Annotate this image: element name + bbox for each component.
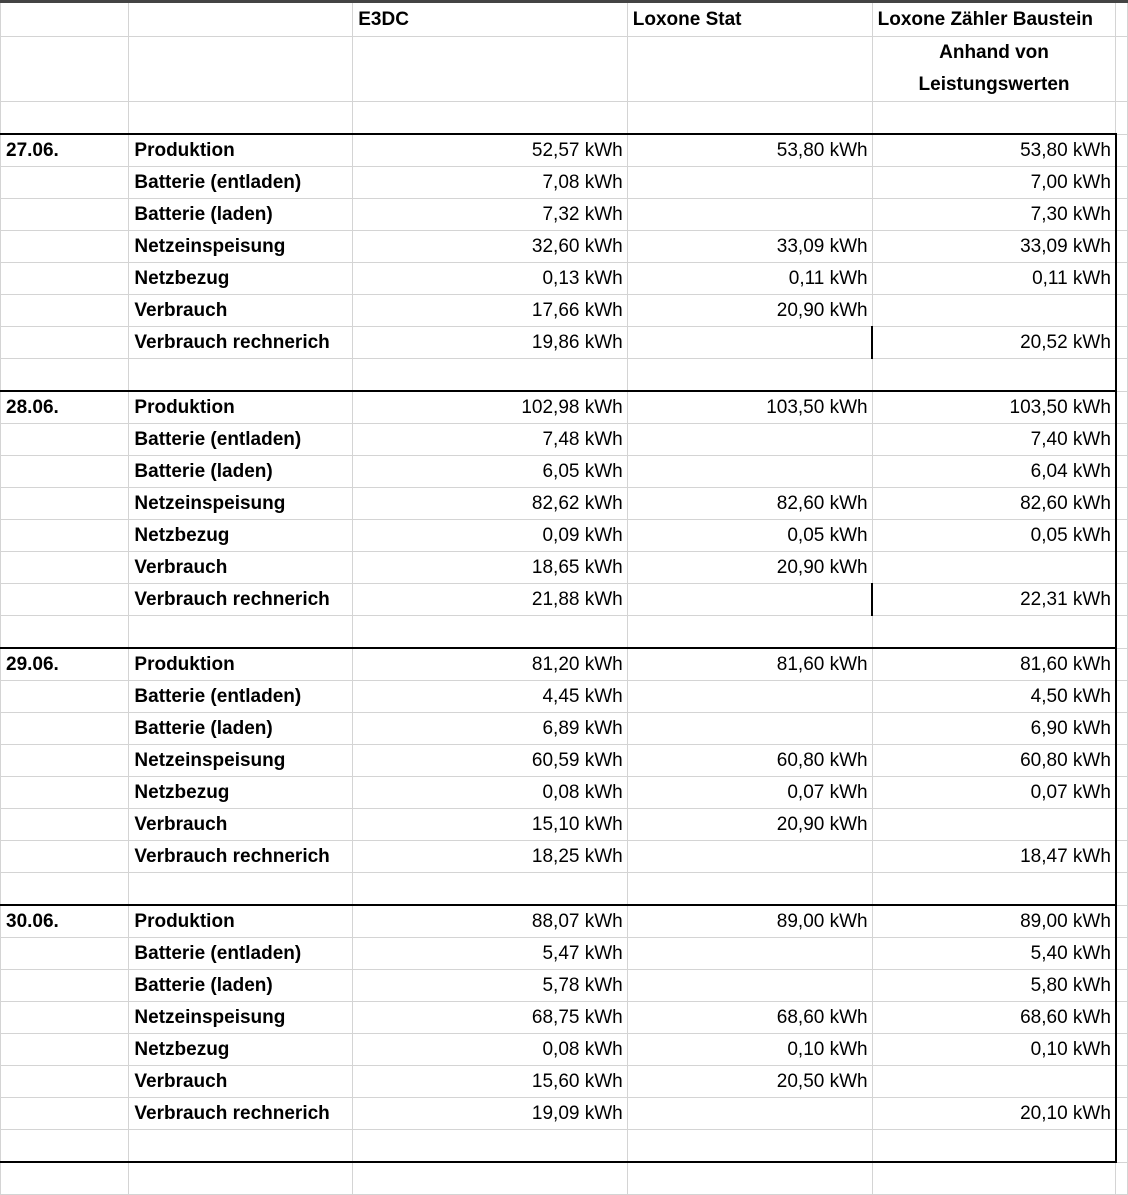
loxone-zaehler-value[interactable]: 5,40 kWh [872, 938, 1116, 970]
metric-label[interactable]: Batterie (laden) [129, 456, 353, 488]
spacer-row [1, 873, 1128, 906]
header-e3dc[interactable]: E3DC [353, 2, 628, 37]
table-row [1, 167, 1128, 199]
metric-label[interactable]: Verbrauch rechnerich [129, 841, 353, 873]
e3dc-value[interactable]: 81,20 kWh [353, 648, 628, 681]
table-row [1, 1034, 1128, 1066]
empty-cell[interactable] [872, 616, 1116, 649]
loxone-zaehler-value[interactable]: 81,60 kWh [872, 648, 1116, 681]
metric-label[interactable]: Verbrauch rechnerich [129, 1098, 353, 1130]
empty-cell[interactable] [627, 102, 872, 135]
empty-cell[interactable] [872, 102, 1116, 135]
loxone-zaehler-value[interactable]: 20,52 kWh [872, 327, 1116, 359]
metric-label[interactable]: Verbrauch [129, 1066, 353, 1098]
loxone-stat-value[interactable]: 68,60 kWh [627, 1002, 872, 1034]
empty-cell[interactable] [872, 1162, 1116, 1195]
empty-cell[interactable] [1, 681, 129, 713]
metric-label[interactable]: Batterie (laden) [129, 199, 353, 231]
empty-cell[interactable] [1116, 102, 1128, 135]
empty-cell[interactable] [627, 359, 872, 392]
spacer-row [1, 616, 1128, 649]
loxone-zaehler-value[interactable]: 68,60 kWh [872, 1002, 1116, 1034]
e3dc-value[interactable]: 19,09 kWh [353, 1098, 628, 1130]
empty-cell[interactable] [129, 873, 353, 906]
metric-label[interactable]: Netzeinspeisung [129, 488, 353, 520]
table-row [1, 488, 1128, 520]
empty-cell[interactable] [1116, 134, 1128, 167]
metric-label[interactable]: Batterie (laden) [129, 713, 353, 745]
loxone-zaehler-value[interactable]: 6,04 kWh [872, 456, 1116, 488]
table-row [1, 391, 1128, 424]
loxone-zaehler-value[interactable]: 7,40 kWh [872, 424, 1116, 456]
empty-cell[interactable] [1, 1130, 129, 1163]
loxone-stat-value[interactable] [627, 970, 872, 1002]
e3dc-value[interactable]: 68,75 kWh [353, 1002, 628, 1034]
metric-label[interactable]: Produktion [129, 391, 353, 424]
loxone-zaehler-value[interactable]: 60,80 kWh [872, 745, 1116, 777]
empty-cell[interactable] [1116, 2, 1128, 37]
empty-cell[interactable] [1, 231, 129, 263]
e3dc-value[interactable]: 6,89 kWh [353, 713, 628, 745]
metric-label[interactable]: Netzeinspeisung [129, 1002, 353, 1034]
empty-cell[interactable] [1116, 616, 1128, 649]
empty-cell[interactable] [1, 359, 129, 392]
table-row [1, 134, 1128, 167]
table-row [1, 1066, 1128, 1098]
empty-cell[interactable] [1116, 905, 1128, 938]
empty-cell[interactable] [129, 1130, 353, 1163]
empty-cell[interactable] [1, 552, 129, 584]
empty-cell[interactable] [1, 488, 129, 520]
metric-label[interactable]: Verbrauch rechnerich [129, 327, 353, 359]
empty-cell[interactable] [1116, 37, 1128, 102]
table-row [1, 777, 1128, 809]
empty-cell[interactable] [1, 263, 129, 295]
empty-cell[interactable] [353, 873, 628, 906]
empty-cell[interactable] [1, 584, 129, 616]
table-row [1, 745, 1128, 777]
empty-cell[interactable] [1116, 777, 1128, 809]
empty-cell[interactable] [1116, 391, 1128, 424]
table-row [1, 552, 1128, 584]
metric-label[interactable]: Verbrauch [129, 295, 353, 327]
e3dc-value[interactable]: 7,32 kWh [353, 199, 628, 231]
empty-cell[interactable] [1116, 231, 1128, 263]
table-row [1, 584, 1128, 616]
loxone-zaehler-value[interactable]: 0,05 kWh [872, 520, 1116, 552]
e3dc-value[interactable]: 82,62 kWh [353, 488, 628, 520]
table-row [1, 1098, 1128, 1130]
empty-cell[interactable] [1, 327, 129, 359]
empty-cell[interactable] [1, 456, 129, 488]
header-loxone-stat[interactable]: Loxone Stat [627, 2, 872, 37]
loxone-zaehler-value[interactable]: 0,07 kWh [872, 777, 1116, 809]
empty-cell[interactable] [1, 713, 129, 745]
date-cell[interactable]: 28.06. [1, 391, 129, 424]
empty-cell[interactable] [1116, 424, 1128, 456]
loxone-stat-value[interactable] [627, 713, 872, 745]
loxone-zaehler-value[interactable]: 82,60 kWh [872, 488, 1116, 520]
metric-label[interactable]: Verbrauch rechnerich [129, 584, 353, 616]
empty-cell[interactable] [1, 102, 129, 135]
empty-cell[interactable] [1116, 167, 1128, 199]
empty-cell[interactable] [1, 777, 129, 809]
empty-cell[interactable] [1116, 584, 1128, 616]
e3dc-value[interactable]: 0,09 kWh [353, 520, 628, 552]
loxone-stat-value[interactable]: 33,09 kWh [627, 231, 872, 263]
loxone-stat-value[interactable] [627, 841, 872, 873]
table-row [1, 938, 1128, 970]
empty-cell[interactable] [1, 1098, 129, 1130]
empty-cell[interactable] [1, 1162, 129, 1195]
loxone-stat-value[interactable] [627, 424, 872, 456]
empty-cell[interactable] [353, 102, 628, 135]
e3dc-value[interactable]: 0,13 kWh [353, 263, 628, 295]
empty-cell[interactable] [872, 359, 1116, 392]
empty-cell[interactable] [1116, 873, 1128, 906]
e3dc-value[interactable]: 15,60 kWh [353, 1066, 628, 1098]
spacer-row [1, 1130, 1128, 1163]
table-row [1, 295, 1128, 327]
empty-cell[interactable] [1116, 295, 1128, 327]
empty-cell[interactable] [1116, 713, 1128, 745]
loxone-zaehler-value[interactable] [872, 552, 1116, 584]
empty-cell[interactable] [1116, 520, 1128, 552]
metric-label[interactable]: Produktion [129, 134, 353, 167]
e3dc-value[interactable]: 0,08 kWh [353, 1034, 628, 1066]
loxone-zaehler-value[interactable]: 0,10 kWh [872, 1034, 1116, 1066]
loxone-zaehler-value[interactable]: 0,11 kWh [872, 263, 1116, 295]
header-cell-date[interactable] [1, 2, 129, 37]
metric-label[interactable]: Netzeinspeisung [129, 745, 353, 777]
empty-cell[interactable] [627, 37, 872, 102]
loxone-zaehler-value[interactable]: 22,31 kWh [872, 584, 1116, 616]
table-row [1, 905, 1128, 938]
table-row [1, 970, 1128, 1002]
e3dc-value[interactable]: 7,08 kWh [353, 167, 628, 199]
e3dc-value[interactable]: 32,60 kWh [353, 231, 628, 263]
empty-cell[interactable] [1, 1002, 129, 1034]
empty-cell[interactable] [1116, 1034, 1128, 1066]
table-row [1, 263, 1128, 295]
e3dc-value[interactable]: 60,59 kWh [353, 745, 628, 777]
table-row [1, 424, 1128, 456]
loxone-stat-value[interactable]: 20,50 kWh [627, 1066, 872, 1098]
metric-label[interactable]: Produktion [129, 905, 353, 938]
empty-cell[interactable] [627, 1162, 872, 1195]
header-loxone-zaehler-subtitle[interactable]: Anhand von Leistungswerten [872, 37, 1116, 102]
e3dc-value[interactable]: 21,88 kWh [353, 584, 628, 616]
table-row [1, 1002, 1128, 1034]
metric-label[interactable]: Netzbezug [129, 263, 353, 295]
empty-cell[interactable] [129, 1162, 353, 1195]
loxone-stat-value[interactable]: 0,05 kWh [627, 520, 872, 552]
loxone-zaehler-value[interactable]: 89,00 kWh [872, 905, 1116, 938]
empty-cell[interactable] [353, 359, 628, 392]
empty-cell[interactable] [1116, 552, 1128, 584]
loxone-stat-value[interactable]: 0,11 kWh [627, 263, 872, 295]
trailing-row [1, 1162, 1128, 1195]
loxone-stat-value[interactable] [627, 199, 872, 231]
empty-cell[interactable] [1116, 1098, 1128, 1130]
empty-cell[interactable] [1, 809, 129, 841]
empty-cell[interactable] [627, 873, 872, 906]
e3dc-value[interactable]: 0,08 kWh [353, 777, 628, 809]
empty-cell[interactable] [1, 970, 129, 1002]
header-subrow [1, 37, 1128, 102]
metric-label[interactable]: Batterie (entladen) [129, 424, 353, 456]
loxone-stat-value[interactable] [627, 167, 872, 199]
metric-label[interactable]: Batterie (laden) [129, 970, 353, 1002]
empty-cell[interactable] [129, 37, 353, 102]
metric-label[interactable]: Netzbezug [129, 1034, 353, 1066]
table-row [1, 841, 1128, 873]
metric-label[interactable]: Batterie (entladen) [129, 681, 353, 713]
loxone-stat-value[interactable]: 53,80 kWh [627, 134, 872, 167]
empty-cell[interactable] [353, 37, 628, 102]
loxone-zaehler-value[interactable]: 53,80 kWh [872, 134, 1116, 167]
date-cell[interactable]: 30.06. [1, 905, 129, 938]
empty-cell[interactable] [1116, 1130, 1128, 1163]
loxone-zaehler-value[interactable]: 33,09 kWh [872, 231, 1116, 263]
empty-cell[interactable] [627, 1130, 872, 1163]
loxone-stat-value[interactable]: 82,60 kWh [627, 488, 872, 520]
loxone-stat-value[interactable] [627, 681, 872, 713]
empty-cell[interactable] [1116, 327, 1128, 359]
table-row [1, 199, 1128, 231]
loxone-stat-value[interactable]: 103,50 kWh [627, 391, 872, 424]
table-row [1, 648, 1128, 681]
empty-cell[interactable] [1116, 745, 1128, 777]
empty-cell[interactable] [1, 295, 129, 327]
loxone-zaehler-value[interactable] [872, 1066, 1116, 1098]
loxone-zaehler-value[interactable]: 5,80 kWh [872, 970, 1116, 1002]
loxone-stat-value[interactable]: 0,07 kWh [627, 777, 872, 809]
table-row [1, 520, 1128, 552]
empty-cell[interactable] [1116, 648, 1128, 681]
empty-cell[interactable] [872, 873, 1116, 906]
empty-cell[interactable] [1, 873, 129, 906]
loxone-stat-value[interactable]: 20,90 kWh [627, 552, 872, 584]
table-row [1, 713, 1128, 745]
e3dc-value[interactable]: 5,78 kWh [353, 970, 628, 1002]
loxone-stat-value[interactable]: 89,00 kWh [627, 905, 872, 938]
loxone-zaehler-value[interactable]: 7,00 kWh [872, 167, 1116, 199]
empty-cell[interactable] [1, 424, 129, 456]
empty-cell[interactable] [627, 616, 872, 649]
e3dc-value[interactable]: 18,25 kWh [353, 841, 628, 873]
metric-label[interactable]: Verbrauch [129, 552, 353, 584]
empty-cell[interactable] [1, 841, 129, 873]
table-row [1, 327, 1128, 359]
e3dc-value[interactable]: 7,48 kWh [353, 424, 628, 456]
empty-cell[interactable] [129, 616, 353, 649]
empty-cell[interactable] [1116, 809, 1128, 841]
e3dc-value[interactable]: 88,07 kWh [353, 905, 628, 938]
loxone-zaehler-value[interactable]: 20,10 kWh [872, 1098, 1116, 1130]
empty-cell[interactable] [1116, 488, 1128, 520]
metric-label[interactable]: Netzbezug [129, 520, 353, 552]
metric-label[interactable]: Netzbezug [129, 777, 353, 809]
empty-cell[interactable] [1116, 199, 1128, 231]
empty-cell[interactable] [1116, 970, 1128, 1002]
metric-label[interactable]: Produktion [129, 648, 353, 681]
empty-cell[interactable] [1116, 359, 1128, 392]
empty-cell[interactable] [1, 745, 129, 777]
empty-cell[interactable] [1116, 681, 1128, 713]
metric-label[interactable]: Verbrauch [129, 809, 353, 841]
loxone-stat-value[interactable]: 20,90 kWh [627, 295, 872, 327]
loxone-zaehler-value[interactable]: 6,90 kWh [872, 713, 1116, 745]
loxone-stat-value[interactable]: 81,60 kWh [627, 648, 872, 681]
loxone-stat-value[interactable]: 60,80 kWh [627, 745, 872, 777]
empty-cell[interactable] [1116, 456, 1128, 488]
empty-cell[interactable] [1, 199, 129, 231]
header-cell-label[interactable] [129, 2, 353, 37]
empty-cell[interactable] [1, 520, 129, 552]
loxone-stat-value[interactable] [627, 327, 872, 359]
empty-cell[interactable] [129, 359, 353, 392]
date-cell[interactable]: 29.06. [1, 648, 129, 681]
empty-cell[interactable] [1116, 1002, 1128, 1034]
empty-cell[interactable] [1116, 1066, 1128, 1098]
empty-cell[interactable] [1, 616, 129, 649]
e3dc-value[interactable]: 4,45 kWh [353, 681, 628, 713]
e3dc-value[interactable]: 18,65 kWh [353, 552, 628, 584]
spacer-row [1, 102, 1128, 135]
loxone-zaehler-value[interactable]: 7,30 kWh [872, 199, 1116, 231]
loxone-zaehler-value[interactable] [872, 809, 1116, 841]
empty-cell[interactable] [1, 167, 129, 199]
loxone-stat-value[interactable] [627, 456, 872, 488]
header-row [1, 2, 1128, 37]
loxone-zaehler-value[interactable]: 103,50 kWh [872, 391, 1116, 424]
metric-label[interactable]: Netzeinspeisung [129, 231, 353, 263]
empty-cell[interactable] [353, 1162, 628, 1195]
loxone-stat-value[interactable] [627, 938, 872, 970]
loxone-stat-value[interactable] [627, 584, 872, 616]
e3dc-value[interactable]: 19,86 kWh [353, 327, 628, 359]
e3dc-value[interactable]: 102,98 kWh [353, 391, 628, 424]
empty-cell[interactable] [1, 1034, 129, 1066]
loxone-stat-value[interactable] [627, 1098, 872, 1130]
header-loxone-zaehler[interactable]: Loxone Zähler Baustein [872, 2, 1116, 37]
empty-cell[interactable] [129, 102, 353, 135]
empty-cell[interactable] [1116, 841, 1128, 873]
metric-label[interactable]: Batterie (entladen) [129, 167, 353, 199]
empty-cell[interactable] [1, 37, 129, 102]
e3dc-value[interactable]: 6,05 kWh [353, 456, 628, 488]
metric-label[interactable]: Batterie (entladen) [129, 938, 353, 970]
e3dc-value[interactable]: 15,10 kWh [353, 809, 628, 841]
table-row [1, 231, 1128, 263]
table-row [1, 681, 1128, 713]
e3dc-value[interactable]: 52,57 kWh [353, 134, 628, 167]
empty-cell[interactable] [1116, 1162, 1128, 1195]
empty-cell[interactable] [353, 1130, 628, 1163]
empty-cell[interactable] [1, 1066, 129, 1098]
table-row [1, 809, 1128, 841]
empty-cell[interactable] [353, 616, 628, 649]
loxone-stat-value[interactable]: 0,10 kWh [627, 1034, 872, 1066]
e3dc-value[interactable]: 17,66 kWh [353, 295, 628, 327]
loxone-zaehler-value[interactable] [872, 295, 1116, 327]
table-row [1, 456, 1128, 488]
loxone-zaehler-value[interactable]: 4,50 kWh [872, 681, 1116, 713]
empty-cell[interactable] [1116, 263, 1128, 295]
loxone-stat-value[interactable]: 20,90 kWh [627, 809, 872, 841]
loxone-zaehler-value[interactable]: 18,47 kWh [872, 841, 1116, 873]
empty-cell[interactable] [872, 1130, 1116, 1163]
spacer-row [1, 359, 1128, 392]
empty-cell[interactable] [1, 938, 129, 970]
date-cell[interactable]: 27.06. [1, 134, 129, 167]
empty-cell[interactable] [1116, 938, 1128, 970]
e3dc-value[interactable]: 5,47 kWh [353, 938, 628, 970]
